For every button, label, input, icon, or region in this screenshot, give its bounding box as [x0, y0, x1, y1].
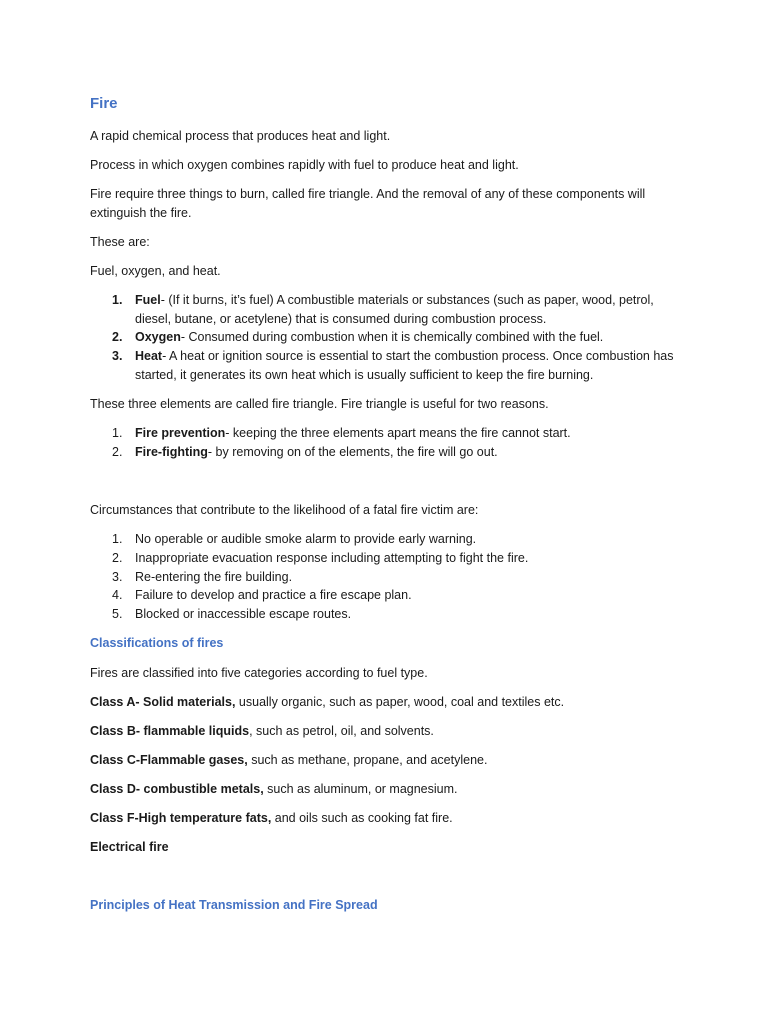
list-number: 2. — [112, 330, 123, 344]
list-text — [135, 347, 675, 385]
list-text: Re-entering the fire building. — [135, 570, 293, 584]
classifications-intro: Fires are classified into five categories according to fuel type. — [90, 666, 428, 680]
class-desc: , such as petrol, oil, and solvents. — [249, 724, 434, 738]
class-name: Class F-High temperature fats, — [90, 811, 272, 825]
class-name: Class B- flammable liquids — [90, 724, 250, 738]
list-number: 3. — [112, 349, 123, 363]
intro-line-5: Fuel, oxygen, and heat. — [90, 264, 221, 278]
intro-line-1: A rapid chemical process that produces heat and light. — [90, 129, 391, 143]
class-line — [90, 693, 564, 712]
class-name: Electrical fire — [90, 840, 169, 854]
list-desc: - (If it burns, it’s fuel) A combustible materials or substances (such as paper, wood, petrol, diesel, butane, or acetylene) that is consumed during combustion process. — [135, 293, 654, 326]
class-line — [90, 838, 169, 857]
triangle-text: These three elements are called fire triangle. Fire triangle is useful for two reasons. — [90, 397, 549, 411]
page-title: Fire — [90, 95, 118, 112]
list-term: Fuel — [135, 293, 161, 307]
class-line — [90, 809, 453, 828]
list-text: Inappropriate evacuation response including attempting to fight the fire. — [135, 551, 529, 565]
classifications-heading: Classifications of fires — [90, 636, 224, 650]
list-text — [135, 424, 675, 443]
list-number: 1. — [112, 293, 123, 307]
list-number: 4. — [112, 588, 123, 602]
class-desc: usually organic, such as paper, wood, coal and textiles etc. — [235, 695, 565, 709]
list-desc: - A heat or ignition source is essential to start the combustion process. Once combustion has started, it generates its own heat which is usually sufficient to keep the fire burning. — [135, 349, 674, 382]
class-name: Class A- Solid materials, — [90, 695, 236, 709]
class-line — [90, 722, 434, 741]
list-term: Fire-fighting — [135, 445, 208, 459]
list-desc: - keeping the three elements apart means the fire cannot start. — [225, 426, 571, 440]
list-number: 1. — [112, 426, 123, 440]
intro-line-2: Process in which oxygen combines rapidly with fuel to produce heat and light. — [90, 158, 519, 172]
class-desc: such as aluminum, or magnesium. — [263, 782, 458, 796]
list-number: 5. — [112, 607, 123, 621]
class-line — [90, 751, 487, 770]
class-name: Class C-Flammable gases, — [90, 753, 248, 767]
class-line — [90, 780, 458, 799]
class-desc: and oils such as cooking fat fire. — [271, 811, 453, 825]
list-desc: - Consumed during combustion when it is chemically combined with the fuel. — [180, 330, 604, 344]
circumstances-text: Circumstances that contribute to the likelihood of a fatal fire victim are: — [90, 503, 479, 517]
list-number: 2. — [112, 445, 123, 459]
list-number: 3. — [112, 570, 123, 584]
list-text — [135, 291, 675, 329]
class-desc: such as methane, propane, and acetylene. — [247, 753, 488, 767]
list-text: Failure to develop and practice a fire escape plan. — [135, 588, 412, 602]
list-term: Heat — [135, 349, 163, 363]
principles-heading: Principles of Heat Transmission and Fire Spread — [90, 898, 378, 912]
list-number: 1. — [112, 532, 123, 546]
class-name: Class D- combustible metals, — [90, 782, 264, 796]
list-desc: - by removing on of the elements, the fire will go out. — [207, 445, 498, 459]
list-number: 2. — [112, 551, 123, 565]
list-text: No operable or audible smoke alarm to provide early warning. — [135, 532, 477, 546]
list-term: Fire prevention — [135, 426, 226, 440]
list-text — [135, 443, 675, 462]
intro-line-3: Fire require three things to burn, called fire triangle. And the removal of any of these components will extinguish the fire. — [90, 187, 646, 220]
intro-line-4: These are: — [90, 235, 150, 249]
list-text — [135, 328, 675, 347]
list-term: Oxygen — [135, 330, 181, 344]
list-text: Blocked or inaccessible escape routes. — [135, 607, 352, 621]
